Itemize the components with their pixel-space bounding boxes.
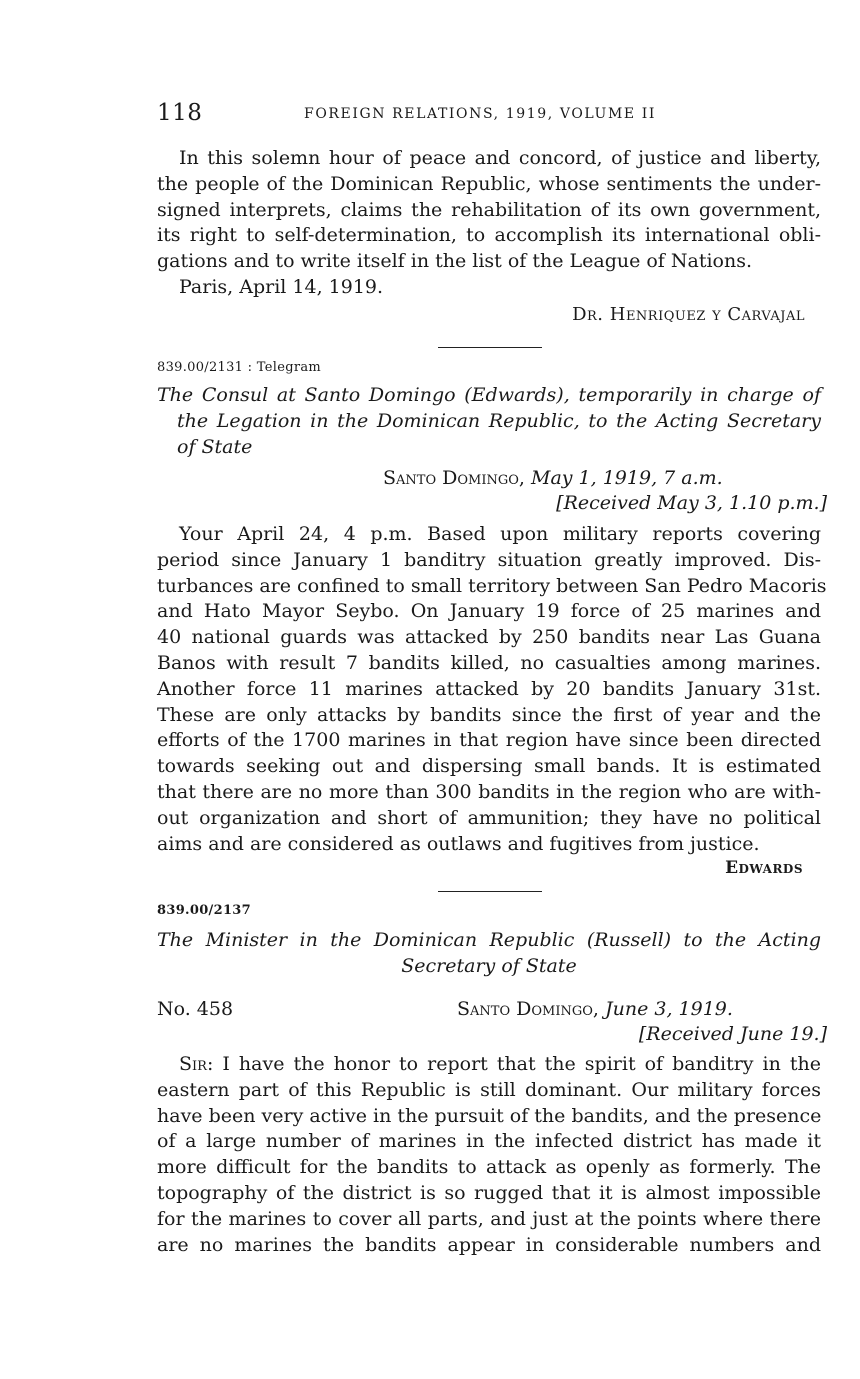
body-line: turbances are confined to small territory between San Pedro Macoris <box>157 574 827 597</box>
file-reference: 839.00/2137 <box>157 903 251 918</box>
body-first-line: I have the honor to report that the spirit of banditry in the <box>213 1053 821 1075</box>
body-line: eastern part of this Republic is still dominant. Our military forces <box>157 1078 821 1101</box>
body-line: 40 national guards was attacked by 250 bandits near Las Guana <box>157 626 821 649</box>
paragraph-line: gations and to write itself in the list of the League of Nations. <box>157 250 753 273</box>
body-line: of a large number of marines in the infected district has made it <box>157 1130 821 1153</box>
body-line: These are only attacks by bandits since the first of year and the <box>157 703 821 726</box>
received-note: [Received May 3, 1.10 p.m.] <box>556 492 827 514</box>
body-line: that there are no more than 300 bandits in the region who are with- <box>157 780 821 803</box>
body-line: and Hato Mayor Seybo. On January 19 force of 25 marines and <box>157 600 821 623</box>
title-line: The Minister in the Dominican Republic (Russell) to the Acting <box>157 929 821 951</box>
running-header <box>157 100 821 130</box>
title-line: of State <box>177 435 253 458</box>
body-line: more difficult for the bandits to attack as openly as formerly. The <box>157 1156 821 1179</box>
file-reference: 839.00/2131 : Telegram <box>157 360 322 375</box>
signature: Edwards <box>725 858 803 878</box>
title-line: The Consul at Santo Domingo (Edwards), temporarily in charge of <box>157 384 821 406</box>
dispatch-body <box>157 1052 821 1258</box>
body-line: aims and are considered as outlaws and fugitives from justice. <box>157 832 760 855</box>
dateline-date: May 1, 1919, 7 a.m. <box>531 467 723 489</box>
body-line: have been very active in the pursuit of the bandits, and the presence <box>157 1104 822 1127</box>
dateline-place: Santo Domingo, <box>457 998 599 1020</box>
section-divider <box>438 891 542 892</box>
body-line: Banos with result 7 bandits killed, no casualties among marines. <box>157 651 821 674</box>
dispatch-number: No. 458 <box>157 998 234 1020</box>
paragraph-line: its right to self-determination, to accomplish its international obli- <box>157 224 821 247</box>
body-line: towards seeking out and dispersing small bands. It is estimated <box>157 755 821 778</box>
body-line: are no marines the bandits appear in considerable numbers and <box>157 1233 821 1256</box>
section-divider <box>438 347 542 348</box>
body-line: period since January 1 banditry situation greatly improved. Dis- <box>157 548 821 571</box>
dateline-place: Santo Domingo, <box>383 467 525 489</box>
dateline <box>457 997 817 1023</box>
title-line: the Legation in the Dominican Republic, to the Acting Secretary <box>177 409 821 432</box>
body-line: out organization and short of ammunition; they have no political <box>157 806 821 829</box>
body-line: efforts of the 1700 marines in that region have since been directed <box>157 729 821 752</box>
dateline-date: June 3, 1919. <box>605 998 733 1020</box>
document-title <box>157 383 821 460</box>
telegram-body <box>157 522 827 857</box>
closing-paragraph <box>157 146 821 275</box>
dateline <box>383 466 803 492</box>
received-note: [Received June 19.] <box>638 1023 827 1045</box>
body-line: Your April 24, 4 p.m. Based upon military reports covering <box>179 523 821 545</box>
document-title <box>157 928 821 980</box>
page-number: 118 <box>157 100 203 126</box>
running-title: FOREIGN RELATIONS, 1919, VOLUME II <box>304 106 657 122</box>
body-line: topography of the district is so rugged that it is almost impossible <box>157 1181 821 1204</box>
place-date: Paris, April 14, 1919. <box>179 276 384 298</box>
paragraph-line: In this solemn hour of peace and concord, of justice and liberty, <box>179 147 821 169</box>
body-line: Another force 11 marines attacked by 20 bandits January 31st. <box>157 677 821 700</box>
paragraph-line: the people of the Dominican Republic, whose sentiments the under- <box>157 172 821 195</box>
body-line <box>157 1052 821 1078</box>
paragraph-line: signed interprets, claims the rehabilitation of its own government, <box>157 198 821 221</box>
title-line: Secretary of State <box>401 954 577 977</box>
signature: Dr. Henriquez y Carvajal <box>572 304 805 325</box>
salutation: Sir: <box>179 1053 214 1075</box>
body-line: for the marines to cover all parts, and just at the points where there <box>157 1207 821 1230</box>
